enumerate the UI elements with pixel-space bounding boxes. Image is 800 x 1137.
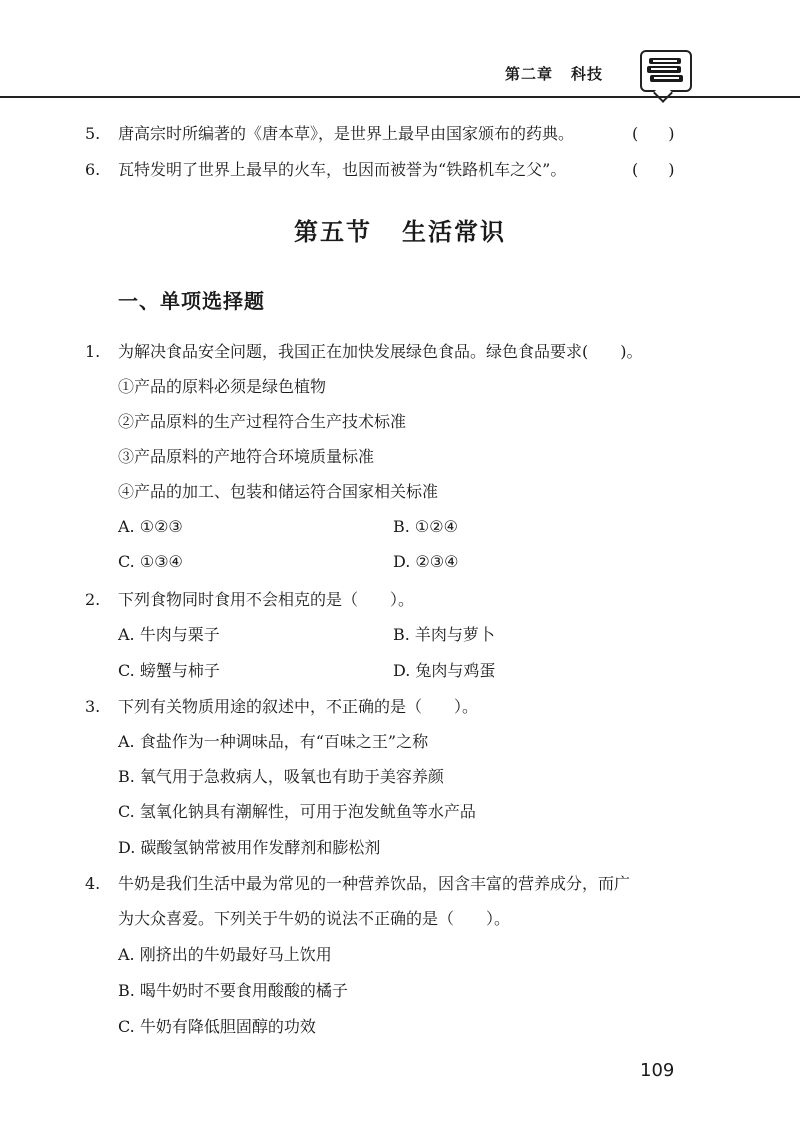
option-a: A. 刚挤出的牛奶最好马上饮用: [118, 945, 332, 964]
question-stem: 下列食物同时食用不会相克的是（ ）。: [118, 590, 415, 609]
option-a: A. ①②③: [118, 517, 183, 536]
question-number: 1.: [85, 342, 101, 361]
statement-4: ④产品的加工、包装和储运符合国家相关标准: [118, 482, 439, 501]
statement-1: ①产品的原料必须是绿色植物: [118, 377, 327, 396]
option-b: B. 羊肉与萝卜: [393, 625, 495, 644]
question-number: 4.: [85, 874, 101, 893]
option-d: D. 碳酸氢钠常被用作发酵剂和膨松剂: [118, 838, 381, 857]
chapter-label: 第二章: [505, 65, 554, 83]
chapter-topic: 科技: [571, 65, 604, 83]
option-b: B. 氧气用于急救病人，吸氧也有助于美容养颜: [118, 767, 444, 786]
item-number: 6.: [85, 160, 101, 179]
option-a: A. 食盐作为一种调味品，有“百味之王”之称: [118, 732, 429, 751]
option-c: C. 牛奶有降低胆固醇的功效: [118, 1017, 316, 1036]
statement-2: ②产品原料的生产过程符合生产技术标准: [118, 412, 407, 431]
answer-blank: ( ): [632, 160, 675, 179]
question-number: 2.: [85, 590, 101, 609]
section-title: [0, 212, 800, 247]
question-stem: 为解决食品安全问题，我国正在加快发展绿色食品。绿色食品要求( )。: [118, 342, 643, 361]
answer-blank: ( ): [632, 124, 675, 143]
statement-3: ③产品原料的产地符合环境质量标准: [118, 447, 375, 466]
option-a: A. 牛肉与栗子: [118, 625, 220, 644]
option-b: B. ①②④: [393, 517, 458, 536]
option-d: D. 兔肉与鸡蛋: [393, 661, 496, 680]
item-number: 5.: [85, 124, 101, 143]
option-c: C. 氢氧化钠具有潮解性，可用于泡发鱿鱼等水产品: [118, 802, 476, 821]
item-text: 唐高宗时所编著的《唐本草》，是世界上最早由国家颁布的药典。: [118, 124, 575, 143]
section-name: 生活常识: [402, 218, 506, 246]
question-stem-line-1: 牛奶是我们生活中最为常见的一种营养饮品，因含丰富的营养成分，而广: [118, 874, 631, 893]
option-c: C. ①③④: [118, 552, 183, 571]
subsection-title: 一、单项选择题: [118, 289, 265, 313]
item-text: 瓦特发明了世界上最早的火车，也因而被誉为“铁路机车之父”。: [118, 160, 567, 179]
page-number: 109: [640, 1060, 675, 1081]
header-divider: [0, 96, 800, 98]
question-stem: 下列有关物质用途的叙述中，不正确的是（ ）。: [118, 697, 479, 716]
page-header: [0, 0, 800, 100]
option-c: C. 螃蟹与柿子: [118, 661, 220, 680]
chapter-heading: [505, 63, 603, 84]
question-number: 3.: [85, 697, 101, 716]
option-b: B. 喝牛奶时不要食用酸酸的橘子: [118, 981, 348, 1000]
section-label: 第五节: [294, 218, 372, 246]
option-d: D. ②③④: [393, 552, 459, 571]
question-stem-line-2: 为大众喜爱。下列关于牛奶的说法不正确的是（ ）。: [118, 909, 511, 928]
